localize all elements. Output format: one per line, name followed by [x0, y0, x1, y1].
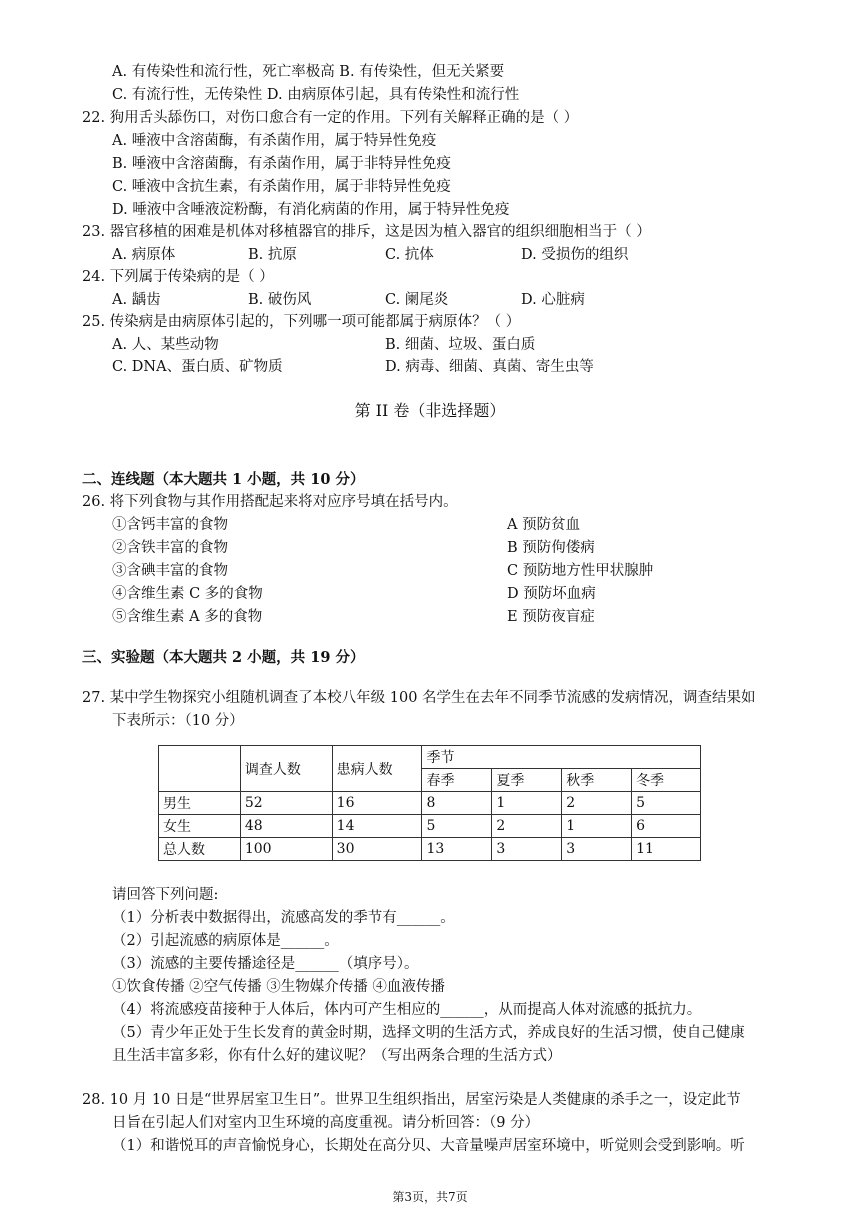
q24-option-c: C. 阑尾炎: [385, 292, 449, 308]
q25-option-b: B. 细菌、垃圾、蛋白质: [385, 337, 536, 353]
q24-option-a: A. 龋齿: [112, 292, 161, 308]
table-corner-cell: [159, 746, 241, 792]
q21-option-ab: A. 有传染性和流行性，死亡率极高 B. 有传染性，但无关紧要: [112, 64, 505, 80]
q25-option-d: D. 病毒、细菌、真菌、寄生虫等: [385, 359, 594, 375]
q28-stem-line2: 日旨在引起人们对室内卫生环境的高度重视。请分析回答：（9 分）: [112, 1115, 540, 1131]
cell-sick: 30: [332, 838, 422, 861]
cell-surveyed: 100: [240, 838, 332, 861]
header-sick: 患病人数: [332, 746, 422, 792]
row-label: 女生: [159, 815, 241, 838]
q23-stem: 23. 器官移植的困难是机体对移植器官的排斥，这是因为植入器官的组织细胞相当于（ ）: [82, 224, 651, 240]
q26-right-item: B 预防佝偻病: [507, 540, 595, 556]
q26-right-item: E 预防夜盲症: [507, 609, 595, 625]
q27-sub1: （1）分析表中数据得出，流感高发的季节有______。: [112, 910, 455, 926]
cell-spring: 8: [422, 792, 492, 815]
q25-option-a: A. 人、某些动物: [112, 337, 219, 353]
q27-sub5-line1: （5）青少年正处于生长发育的黄金时期，选择文明的生活方式，养成良好的生活习惯，使自己健康: [112, 1025, 745, 1041]
q26-left-item: ③含碘丰富的食物: [112, 563, 228, 579]
cell-sick: 16: [332, 792, 422, 815]
q23-option-d: D. 受损伤的组织: [521, 247, 629, 263]
cell-spring: 5: [422, 815, 492, 838]
section2-heading: 二、连线题（本大题共 1 小题，共 10 分）: [82, 471, 365, 488]
q26-left-item: ①含钙丰富的食物: [112, 517, 228, 533]
header-summer: 夏季: [492, 769, 562, 792]
q28-stem-line1: 28. 10 月 10 日是“世界居室卫生日”。世界卫生组织指出，居室污染是人类健康的杀手之一，设定此节: [82, 1092, 741, 1108]
cell-autumn: 2: [562, 792, 632, 815]
q27-stem-line1: 27. 某中学生物探究小组随机调查了本校八年级 100 名学生在去年不同季节流感的发病情况，调查结果如: [82, 690, 756, 706]
q25-option-c: C. DNA、蛋白质、矿物质: [112, 359, 283, 375]
row-label: 总人数: [159, 838, 241, 861]
header-spring: 春季: [422, 769, 492, 792]
q24-stem: 24. 下列属于传染病的是（ ）: [82, 269, 274, 285]
q27-sub3-options: ①饮食传播 ②空气传播 ③生物媒介传播 ④血液传播: [112, 979, 445, 995]
q22-stem: 22. 狗用舌头舔伤口，对伤口愈合有一定的作用。下列有关解释正确的是（ ）: [82, 110, 579, 126]
q26-left-item: ④含维生素 C 多的食物: [112, 586, 263, 602]
header-surveyed: 调查人数: [240, 746, 332, 792]
table-row: [159, 815, 701, 838]
q22-option-d: D. 唾液中含唾液淀粉酶，有消化病菌的作用，属于特异性免疫: [112, 202, 510, 218]
q22-option-b: B. 唾液中含溶菌酶，有杀菌作用，属于非特异性免疫: [112, 156, 451, 172]
q26-left-item: ②含铁丰富的食物: [112, 540, 228, 556]
header-season: 季节: [422, 746, 701, 769]
header-winter: 冬季: [632, 769, 701, 792]
q23-option-c: C. 抗体: [385, 247, 434, 263]
q22-option-c: C. 唾液中含抗生素，有杀菌作用，属于非特异性免疫: [112, 179, 451, 195]
cell-winter: 6: [632, 815, 701, 838]
cell-summer: 3: [492, 838, 562, 861]
q24-option-d: D. 心脏病: [521, 292, 585, 308]
cell-autumn: 3: [562, 838, 632, 861]
cell-sick: 14: [332, 815, 422, 838]
cell-surveyed: 52: [240, 792, 332, 815]
q27-prompt: 请回答下列问题:: [112, 887, 219, 903]
cell-autumn: 1: [562, 815, 632, 838]
q26-right-item: C 预防地方性甲状腺肿: [507, 563, 654, 579]
q28-sub1: （1）和谐悦耳的声音愉悦身心，长期处在高分贝、大音量噪声居室环境中，听觉则会受到影响。听: [112, 1138, 745, 1154]
cell-winter: 5: [632, 792, 701, 815]
q26-left-item: ⑤含维生素 A 多的食物: [112, 609, 263, 625]
q27-stem-line2: 下表所示：（10 分）: [112, 713, 244, 729]
section3-heading: 三、实验题（本大题共 2 小题，共 19 分）: [82, 649, 365, 666]
survey-table: [158, 745, 701, 861]
q21-option-cd: C. 有流行性，无传染性 D. 由病原体引起，具有传染性和流行性: [112, 87, 520, 103]
q26-right-item: D 预防坏血病: [507, 586, 596, 602]
part2-title: 第 II 卷（非选择题）: [354, 401, 506, 420]
table-row: [159, 838, 701, 861]
q22-option-a: A. 唾液中含溶菌酶，有杀菌作用，属于特异性免疫: [112, 133, 437, 149]
cell-winter: 11: [632, 838, 701, 861]
page-footer: 第3页，共7页: [392, 1190, 468, 1204]
row-label: 男生: [159, 792, 241, 815]
q23-option-a: A. 病原体: [112, 247, 176, 263]
q23-option-b: B. 抗原: [248, 247, 297, 263]
q27-sub2: （2）引起流感的病原体是______。: [112, 933, 339, 949]
cell-spring: 13: [422, 838, 492, 861]
cell-summer: 1: [492, 792, 562, 815]
cell-surveyed: 48: [240, 815, 332, 838]
q27-sub3: （3）流感的主要传播途径是______（填序号）。: [112, 956, 419, 972]
cell-summer: 2: [492, 815, 562, 838]
q27-sub5-line2: 且生活丰富多彩，你有什么好的建议呢？（写出两条合理的生活方式）: [112, 1048, 562, 1064]
q26-stem: 26. 将下列食物与其作用搭配起来将对应序号填在括号内。: [82, 494, 458, 510]
table-row: [159, 792, 701, 815]
q27-sub4: （4）将流感疫苗接种于人体后，体内可产生相应的______，从而提高人体对流感的抵抗力。: [112, 1002, 702, 1018]
q26-right-item: A 预防贫血: [507, 517, 581, 533]
header-autumn: 秋季: [562, 769, 632, 792]
q25-stem: 25. 传染病是由病原体引起的，下列哪一项可能都属于病原体？（ ）: [82, 314, 521, 330]
q24-option-b: B. 破伤风: [248, 292, 312, 308]
